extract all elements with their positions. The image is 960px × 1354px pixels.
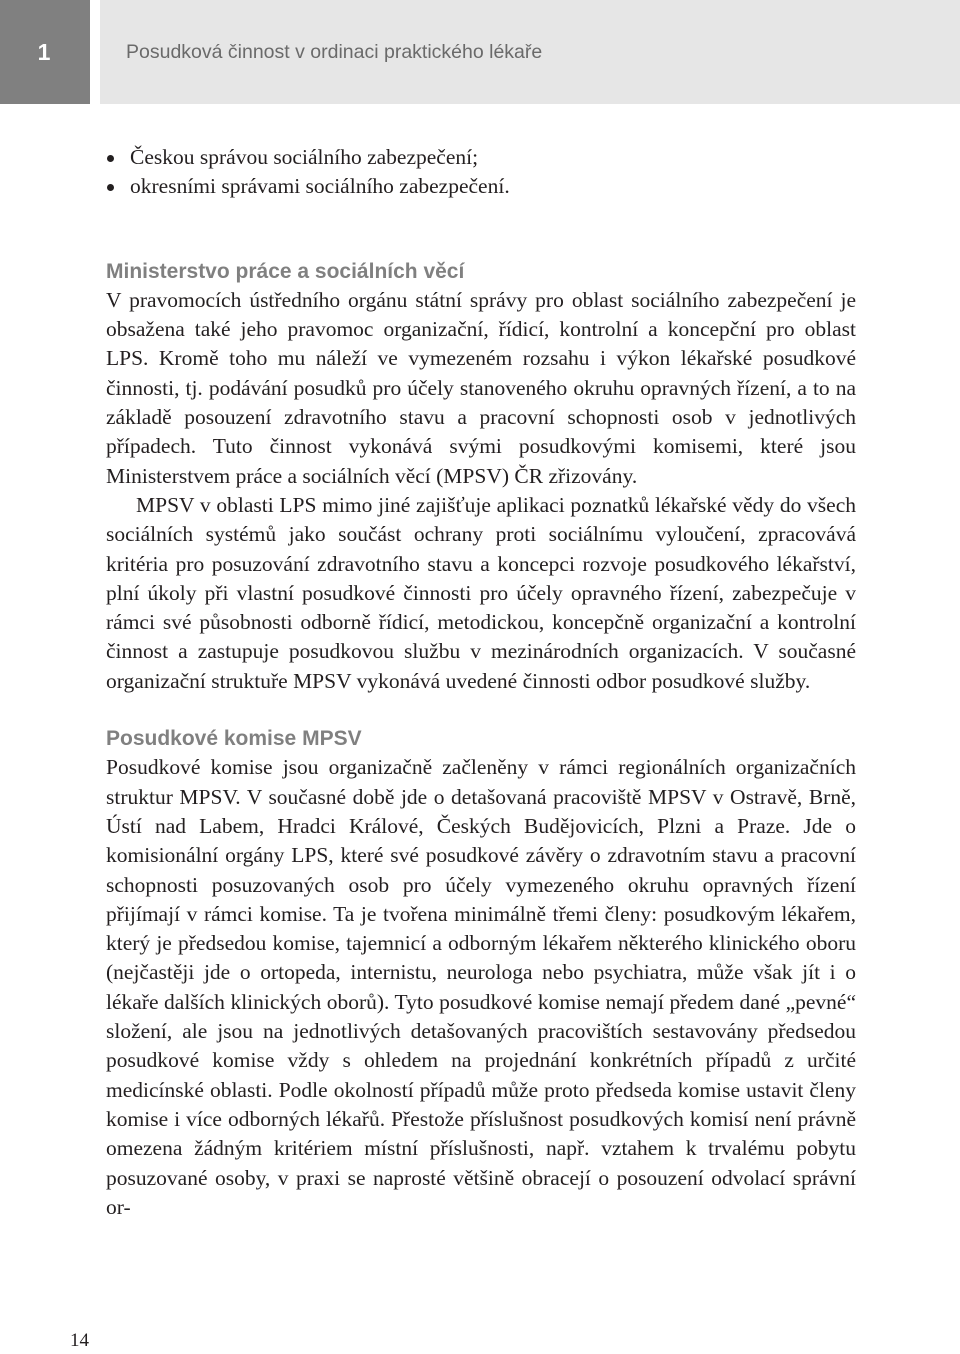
running-header [100, 0, 960, 104]
paragraph: V pravomocích ústředního orgánu státní správy pro oblast sociálního zabezpečení je obsažena také jeho pravomoc organizační, řídicí, kontrolní a koncepční pro oblast LPS. Kromě toho mu náleží ve vymezeném rozsahu i výkon lékařské posudkové činnosti, tj. podávání posudků pro účely stanoveného okruhu opravných řízení, a to na základě posouzení zdravotního stavu a pracovní schopnosti osob v jednotlivých případech. Tuto činnost vykonává svými posudkovými komisemi, které jsou Ministerstvem práce a sociálních věcí (MPSV) ČR zřizovány. [106, 287, 856, 488]
page-number: 14 [70, 1330, 89, 1351]
section-heading-ministry: Ministerstvo práce a sociálních věcí [106, 259, 465, 283]
bullet-list [106, 143, 856, 202]
chapter-number: 1 [37, 38, 51, 65]
section-heading-commissions: Posudkové komise MPSV [106, 727, 362, 751]
page-body [106, 143, 856, 1222]
list-item-text: okresními správami sociálního zabezpečení. [130, 174, 510, 199]
paragraph: Posudkové komise jsou organizačně začleněny v rámci regionálních organizačních struktur MPSV. V současné době jde o detašovaná pracoviště MPSV v Ostravě, Brně, Ústí nad Labem, Hradci Králové, Českých Budějovicích, Plzni a Praze. Jde o komisionální orgány LPS, které své posudkové závěry o zdravotním stavu a pracovní schopnosti posuzovaných osob pro účely vymezeného okruhu opravných řízení přijímají v rámci komise. Ta je tvořena minimálně třemi členy: posudkovým lékařem, který je předsedou komise, tajemnicí a odborným lékařem některého klinického oboru (nejčastěji jde o ortopeda, internistu, neurologa nebo psychiatra, může však jít i o lékaře dalších klinických oborů). Tyto posudkové komise nemají předem dané „pevné“ složení, ale jsou na jednotlivých detašovaných pracovištích sestavovány předsedou posudkové komise vždy s ohledem na projednání konkrétních případů z určité medicínské oblasti. Podle okolností případů může proto předseda komise ustavit členy komise i více odborných lékařů. Přestože příslušnost posudkových komisí není právně omezena žádným kritériem místní příslušnosti, např. vztahem k trvalému pobytu posuzované osoby, v praxi se naprosté většině obracejí o posouzení odvolací správní or- [106, 755, 856, 1219]
bullet-icon [107, 184, 114, 191]
chapter-number-tab [0, 0, 90, 104]
list-item [106, 143, 856, 172]
bullet-icon [107, 155, 114, 162]
list-item-text: Českou správou sociálního zabezpečení; [130, 145, 479, 169]
paragraph: MPSV v oblasti LPS mimo jiné zajišťuje aplikaci poznatků lékařské vědy do všech sociálních systémů jako součást ochrany proti sociálnímu vyloučení, zpracovává kritéria pro posuzování zdravotního stavu a koncepci rozvoje posudkového lékařství, plní úkoly při vlastní posudkové činnosti pro účely opravného řízení, zabezpečuje v rámci své působnosti odborně řídicí, metodickou, koncepčně organizační a kontrolní činnost a zastupuje posudkovou službu v mezinárodních organizacích. V současné organizační struktuře MPSV vykonává uvedené činnosti odbor posudkové služby. [106, 492, 856, 693]
chapter-title: Posudková činnost v ordinaci praktického lékaře [126, 40, 543, 63]
list-item [106, 172, 856, 201]
